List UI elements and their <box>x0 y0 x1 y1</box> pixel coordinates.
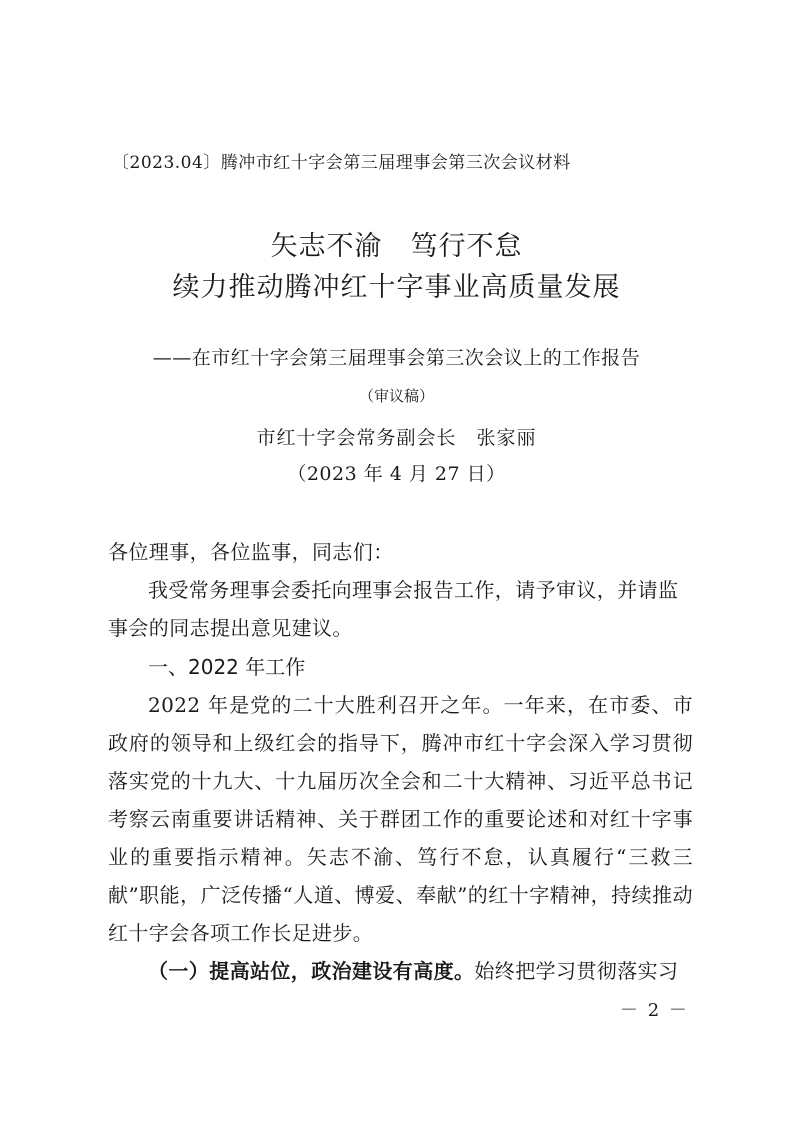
paragraph-political-building <box>108 952 693 990</box>
draft-note: （审议稿） <box>358 387 434 405</box>
report-title-line-2: 续力推动腾冲红十字事业高质量发展 <box>172 272 621 303</box>
paragraph-bold-lead: （一）提高站位，政治建设有高度。 <box>148 959 475 983</box>
greeting: 各位理事，各位监事，同志们： <box>108 540 394 564</box>
page-number: － 2 － <box>620 1000 689 1021</box>
report-title-line-1: 矢志不渝 笃行不怠 <box>270 231 523 262</box>
paragraph-2022-summary: 2022 年是党的二十大胜利召开之年。一年来，在市委、市政府的领导和上级红会的指导下，腾冲市红十字会深入学习贯彻落实党的十九大、十九届历次全会和二十大精神、习近平总书记考察云南重要讲话精神、关于群团工作的重要论述和对红十字事业的重要指示精神。矢志不渝、笃行不怠，认真履行“三救三献”职能，广泛传播“人道、博爱、奉献”的红十字精神，持续推动红十字会各项工作长足进步。 <box>108 693 693 945</box>
section-heading-2022-work: 一、2022 年工作 <box>148 655 306 679</box>
author-line: 市红十字会常务副会长 张家丽 <box>256 427 537 449</box>
report-subtitle: ——在市红十字会第三届理事会第三次会议上的工作报告 <box>152 347 641 369</box>
paragraph-intro: 我受常务理事会委托向理事会报告工作，请予审议，并请监事会的同志提出意见建议。 <box>108 578 679 640</box>
meeting-material-header: 〔2023.04〕腾冲市红十字会第三届理事会第三次会议材料 <box>112 153 571 173</box>
paragraph-continuation: 始终把学习贯彻落实习 <box>474 959 679 983</box>
report-date: （2023 年 4 月 27 日） <box>287 463 506 485</box>
